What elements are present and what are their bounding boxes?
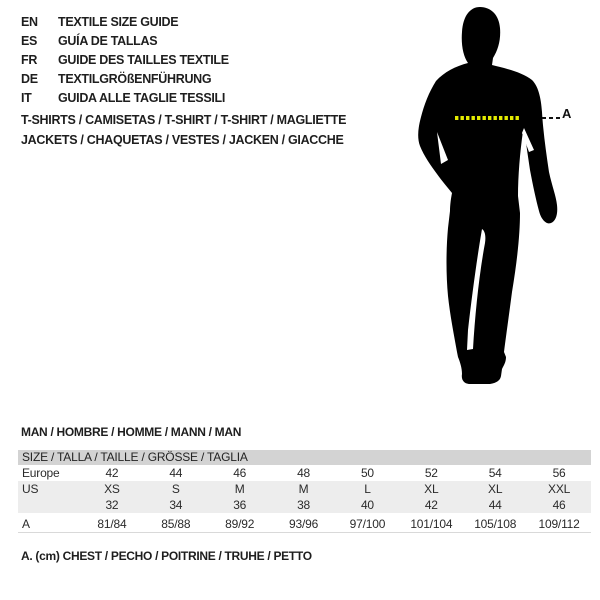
size-cell: 36 — [233, 498, 247, 512]
row-label: Europe — [22, 466, 60, 480]
row-label: A — [22, 517, 30, 531]
size-table — [18, 450, 591, 533]
man-silhouette-graphic — [390, 0, 600, 420]
size-cell: 56 — [552, 466, 566, 480]
size-cell: 52 — [424, 466, 438, 480]
size-cell: 44 — [488, 498, 502, 512]
row-label: US — [22, 482, 39, 496]
size-cell: 44 — [169, 466, 183, 480]
language-code: ES — [21, 34, 38, 49]
size-cell: 38 — [297, 498, 311, 512]
size-cell: 34 — [169, 498, 183, 512]
language-label: GUIDA ALLE TAGLIE TESSILI — [58, 90, 226, 105]
size-cell: 105/108 — [474, 517, 517, 531]
category-line-tshirts: T-SHIRTS / CAMISETAS / T-SHIRT / T-SHIRT / MAGLIETTE — [21, 113, 347, 127]
size-cell: S — [171, 482, 180, 496]
category-line-jackets: JACKETS / CHAQUETAS / VESTES / JACKEN / GIACCHE — [21, 132, 344, 147]
table-row-us-numeric — [18, 497, 591, 513]
language-guide-list — [21, 13, 229, 107]
language-row — [21, 69, 229, 88]
size-cell: XXL — [548, 482, 571, 496]
man-figure — [390, 0, 600, 420]
size-cell: 54 — [488, 466, 502, 480]
size-cell: 81/84 — [97, 517, 127, 531]
row-label — [18, 497, 80, 513]
table-row-chest-a — [18, 513, 591, 532]
size-table-header: SIZE / TALLA / TAILLE / GRÖSSE / TAGLIA — [18, 450, 591, 465]
language-row — [21, 51, 229, 70]
language-code: FR — [21, 52, 38, 67]
garment-categories — [21, 111, 346, 150]
man-silhouette-body — [418, 7, 557, 384]
size-cell: 46 — [233, 466, 247, 480]
measure-label-a: A — [562, 106, 572, 121]
language-code: IT — [21, 90, 32, 105]
language-label: GUIDE DES TAILLES TEXTILE — [58, 52, 229, 67]
table-row-us — [18, 481, 591, 497]
language-code: EN — [21, 15, 38, 30]
language-row — [21, 88, 229, 107]
size-cell: XS — [104, 482, 120, 496]
table-row-europe — [18, 465, 591, 481]
size-cell: L — [364, 482, 371, 496]
size-cell: 109/112 — [538, 517, 580, 531]
language-row — [21, 13, 229, 32]
size-cell: 40 — [360, 498, 374, 512]
size-cell: XL — [488, 482, 503, 496]
size-cell: 50 — [360, 466, 374, 480]
size-cell: M — [298, 482, 309, 496]
language-row — [21, 32, 229, 51]
size-cell: M — [234, 482, 245, 496]
size-cell: XL — [424, 482, 439, 496]
section-title-man: MAN / HOMBRE / HOMME / MANN / MAN — [21, 425, 242, 439]
size-cell: 42 — [105, 466, 119, 480]
size-cell: 93/96 — [289, 517, 319, 531]
size-cell: 42 — [424, 498, 438, 512]
size-cell: 85/88 — [161, 517, 191, 531]
size-cell: 97/100 — [349, 517, 386, 531]
size-cell: 101/104 — [410, 517, 453, 531]
size-cell: 89/92 — [225, 517, 255, 531]
language-code: DE — [21, 71, 38, 86]
size-cell: 48 — [297, 466, 311, 480]
language-label: TEXTILGRÖßENFÜHRUNG — [58, 71, 212, 86]
size-cell: 46 — [552, 498, 566, 512]
language-label: GUÍA DE TALLAS — [58, 34, 158, 49]
size-cell: 32 — [105, 498, 119, 512]
footnote-chest-measure: A. (cm) CHEST / PECHO / POITRINE / TRUHE / PETTO — [21, 549, 312, 563]
language-label: TEXTILE SIZE GUIDE — [58, 15, 179, 30]
